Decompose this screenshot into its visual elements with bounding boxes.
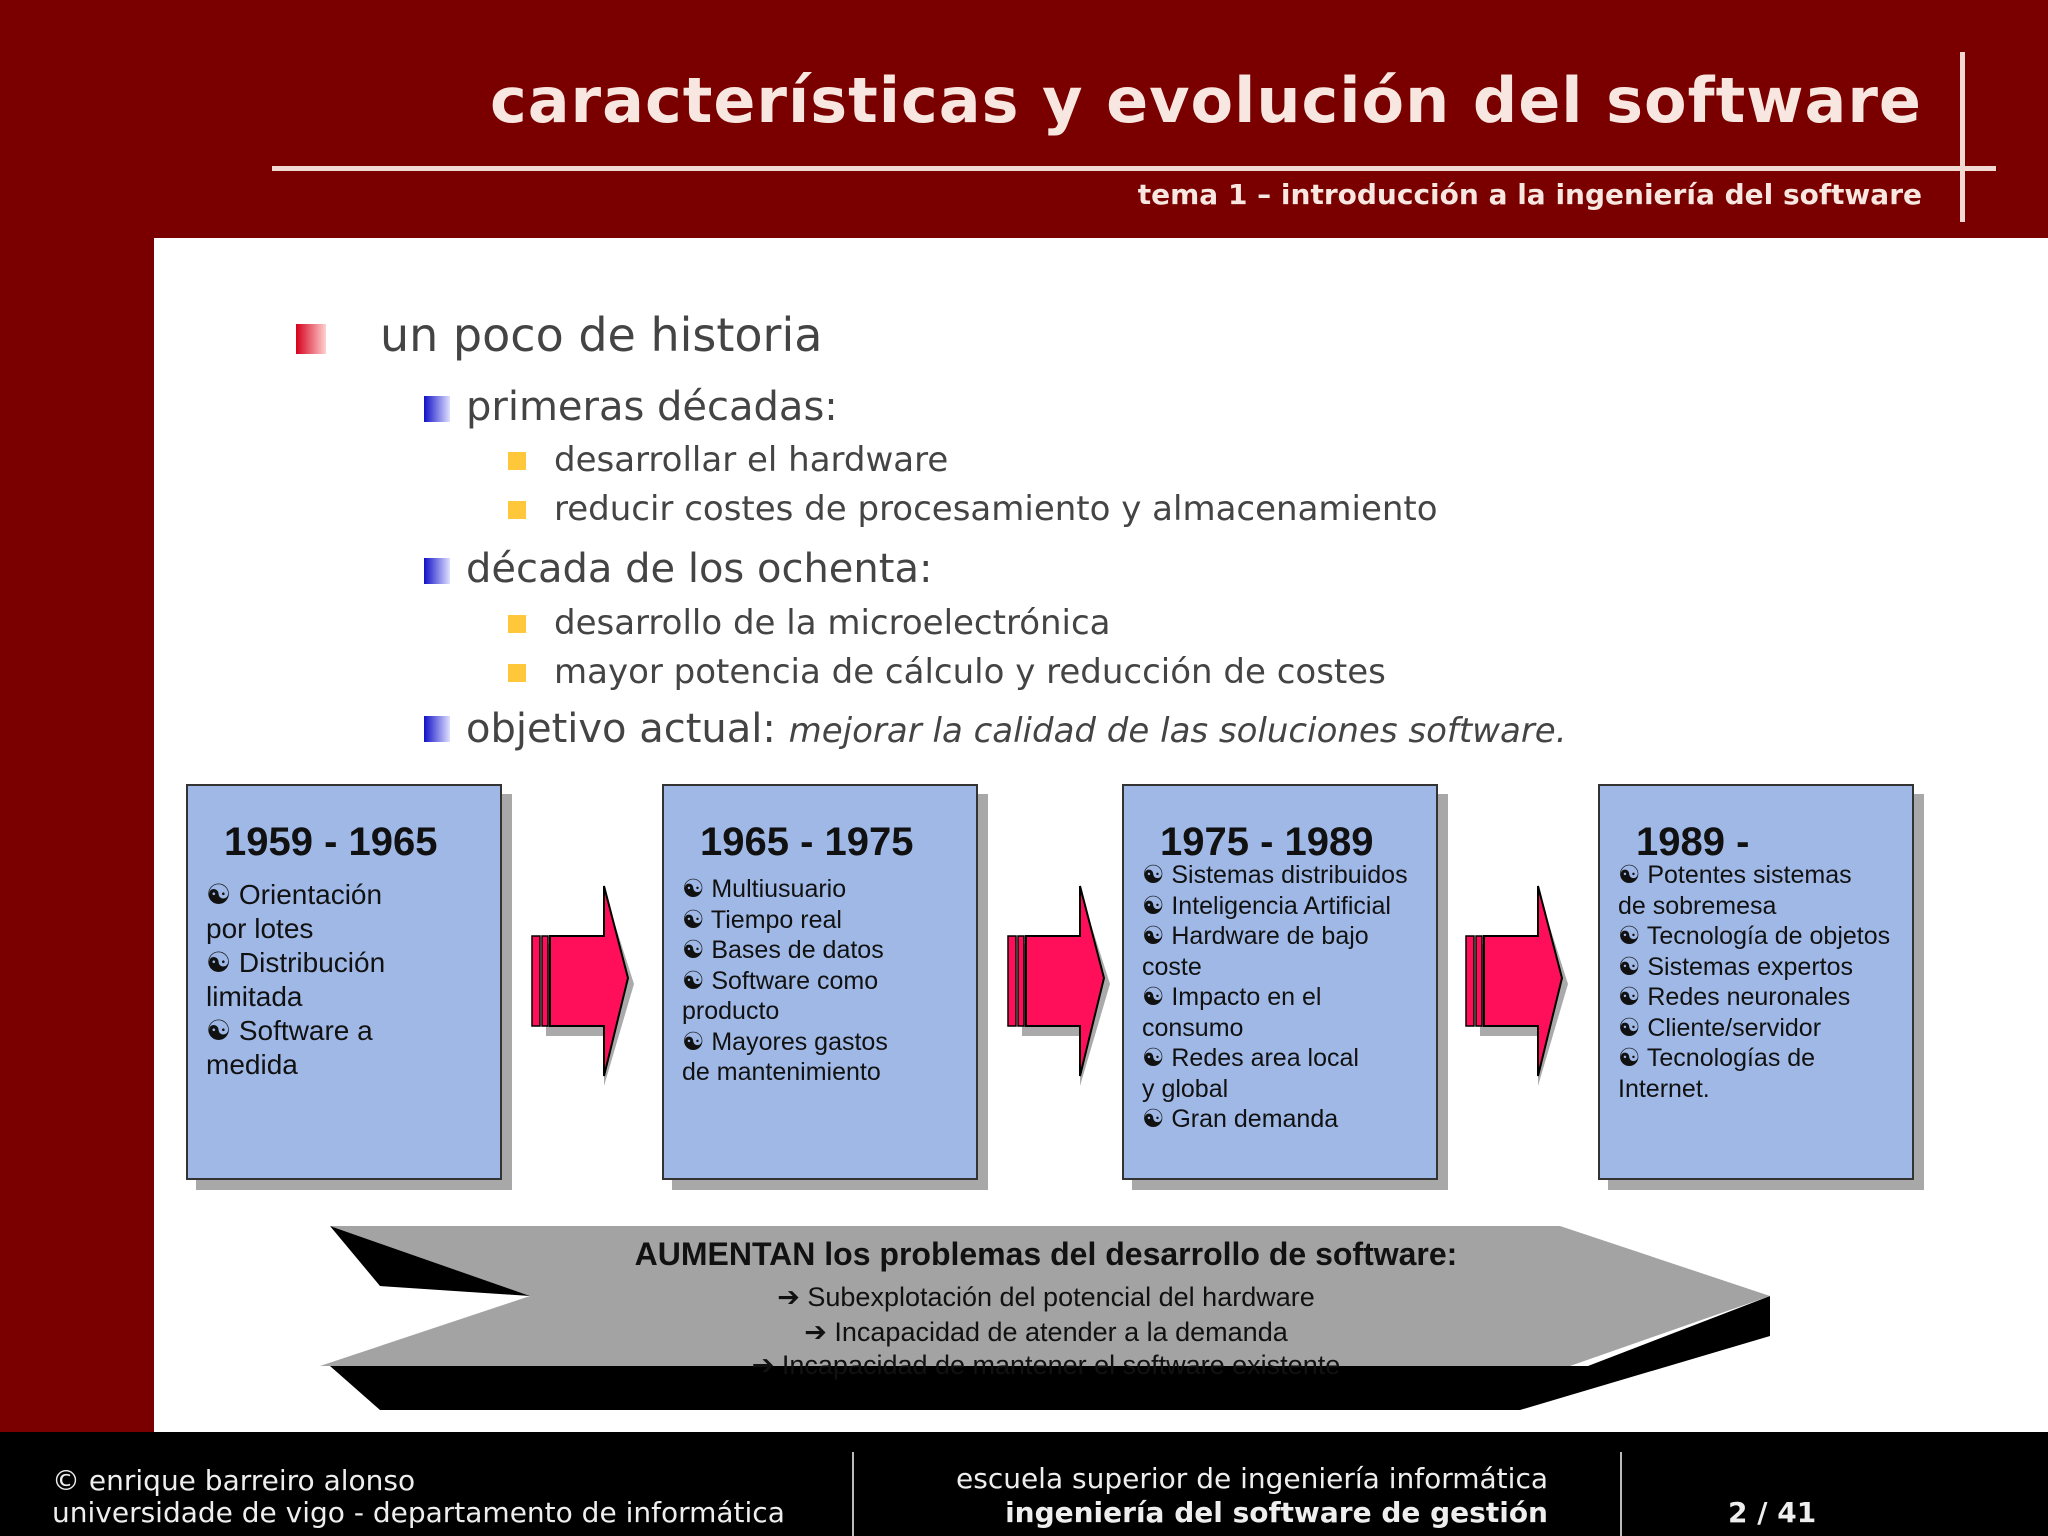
feature-line: ☯ Multiusuario [682,875,847,903]
timeline-box-1959 [186,784,502,1180]
timeline-arrow-icon [1464,886,1572,1086]
feature-line: producto [682,997,780,1025]
feature-line: por lotes [206,913,314,944]
header-rule-vertical [1960,52,1965,222]
outline-subitem: desarrollar el hardware [554,440,949,480]
footer-divider [852,1452,854,1536]
footer-school: escuela superior de ingeniería informática [956,1462,1548,1495]
level1-bullet-icon [296,324,326,354]
outline-item-objetivo-actual [466,706,1567,752]
feature-line: ☯ Redes neuronales [1618,983,1851,1011]
banner-item: ➔ Subexplotación del potencial del hardware [777,1282,1315,1312]
footer-affiliation: universidade de vigo - departamento de informática [52,1496,785,1529]
banner-item: ➔ Incapacidad de mantener el software existente [751,1350,1341,1380]
footer-divider [1620,1452,1622,1536]
outline-heading: un poco de historia [380,308,823,362]
feature-line: ☯ Software como [682,966,879,995]
feature-line: ☯ Tiempo real [682,905,842,934]
level3-bullet-icon [508,501,526,519]
feature-line: y global [1142,1074,1229,1103]
slide-subtitle: tema 1 – introducción a la ingeniería del software [1137,178,1922,211]
footer-author: © enrique barreiro alonso [52,1464,416,1497]
level2-bullet-icon [424,716,450,742]
footer [0,1432,2048,1536]
feature-line: consumo [1142,1013,1244,1042]
feature-line: ☯ Impacto en el [1142,983,1322,1011]
feature-line: ☯ Software a [206,1015,373,1046]
timeline-arrow-icon [530,886,638,1086]
period-years: 1959 - 1965 [224,820,438,864]
feature-line: limitada [206,981,303,1012]
feature-line: ☯ Potentes sistemas [1618,861,1852,889]
period-years: 1975 - 1989 [1160,820,1374,864]
footer-course: ingeniería del software de gestión [1005,1496,1548,1529]
feature-line: medida [206,1049,298,1080]
timeline-box-1965 [662,784,978,1180]
banner-item: ➔ Incapacidad de atender a la demanda [804,1317,1288,1347]
problems-banner [320,1226,1772,1380]
feature-line: ☯ Orientación [206,879,383,910]
objective-label: objetivo actual: [466,706,776,752]
feature-line: coste [1142,952,1202,981]
outline-subitem: reducir costes de procesamiento y almacenamiento [554,489,1438,529]
header-rule-horizontal [272,166,1996,171]
timeline-box-1975 [1122,784,1438,1180]
feature-line: ☯ Gran demanda [1142,1105,1339,1133]
level2-bullet-icon [424,558,450,584]
outline-subitem: desarrollo de la microelectrónica [554,603,1111,643]
timeline-box-1989 [1598,784,1914,1180]
period-features [206,878,494,1082]
feature-line: ☯ Cliente/servidor [1618,1013,1822,1042]
level2-bullet-icon [424,396,450,422]
feature-line: ☯ Mayores gastos [682,1027,888,1056]
feature-line: ☯ Redes area local [1142,1044,1359,1072]
outline-subitem: mayor potencia de cálculo y reducción de costes [554,652,1386,692]
period-years: 1989 - [1636,820,1750,864]
timeline-arrow-icon [1006,886,1114,1086]
feature-line: ☯ Distribución [206,947,386,978]
outline-item-decada-ochenta: década de los ochenta: [466,546,933,592]
feature-line: ☯ Tecnologías de [1618,1044,1816,1072]
feature-line: ☯ Tecnología de objetos [1618,922,1891,950]
header [0,0,2048,238]
outline-item-primeras-decadas: primeras décadas: [466,384,838,430]
feature-line: ☯ Hardware de bajo [1142,922,1369,950]
level3-bullet-icon [508,615,526,633]
period-features [1618,860,1906,1104]
level3-bullet-icon [508,452,526,470]
period-years: 1965 - 1975 [700,820,914,864]
slide-title: características y evolución del software [489,64,1922,137]
feature-line: ☯ Bases de datos [682,936,884,964]
feature-line: ☯ Inteligencia Artificial [1142,891,1391,920]
period-features [1142,860,1430,1135]
feature-line: ☯ Sistemas distribuidos [1142,861,1408,889]
feature-line: de mantenimiento [682,1058,881,1086]
feature-line: de sobremesa [1618,891,1777,920]
feature-line: Internet. [1618,1074,1710,1103]
objective-emphasis: mejorar la calidad de las soluciones software. [788,711,1567,751]
feature-line: ☯ Sistemas expertos [1618,952,1853,981]
page-number: 2 / 41 [1728,1496,1817,1529]
level3-bullet-icon [508,664,526,682]
banner-heading: AUMENTAN los problemas del desarrollo de software: [634,1236,1458,1272]
period-features [682,874,970,1088]
